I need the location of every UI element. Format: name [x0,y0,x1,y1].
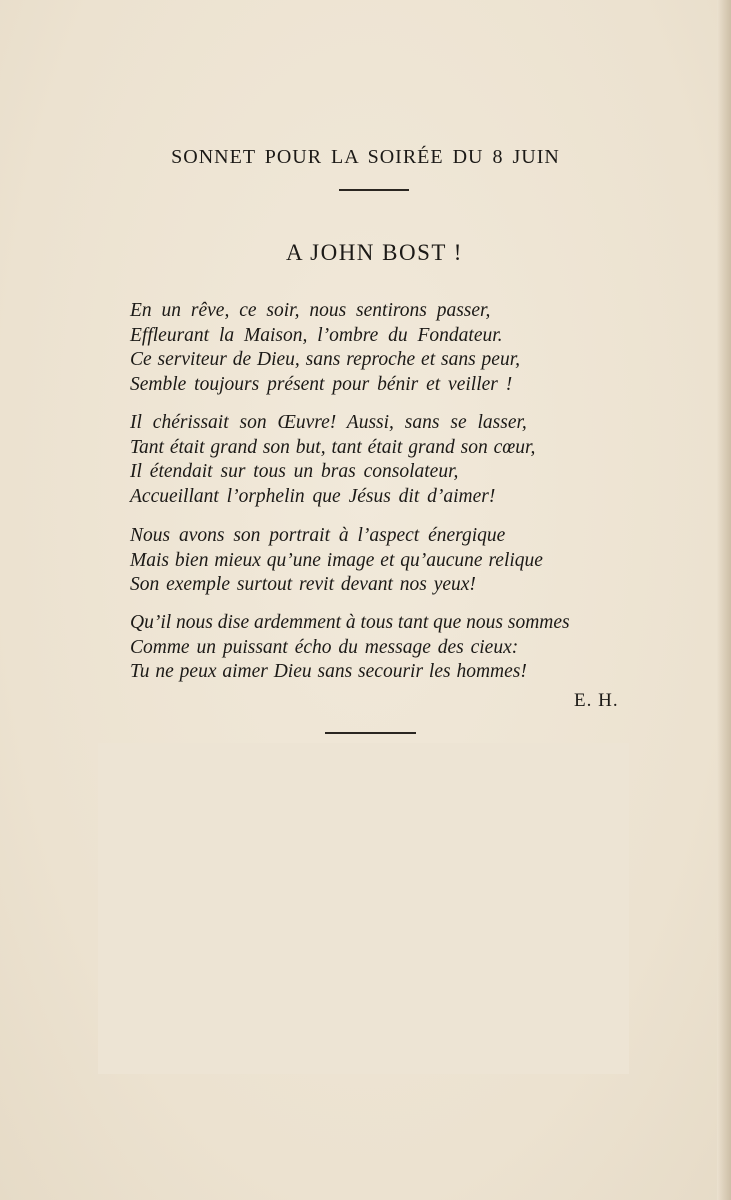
verse-line: En un rêve, ce soir, nous sentirons passer, [130,300,491,321]
stanza-3 [130,524,630,598]
stanza-2 [130,411,630,509]
author-signature: E. H. [574,690,619,711]
verse-line: Il étendait sur tous un bras consolateur, [130,461,459,482]
stanza-1 [130,299,630,397]
verse-line: Comme un puissant écho du message des cieux: [130,636,519,658]
verse-line: Ce serviteur de Dieu, sans reproche et sans peur, [130,349,520,370]
verse-line: Accueillant l’orphelin que Jésus dit d’aimer! [130,485,496,507]
page-edge [717,0,731,1200]
poem-dedication: A JOHN BOST ! [286,240,463,265]
verse-line: Semble toujours présent pour bénir et veiller ! [130,373,513,395]
verse-line: Qu’il nous dise ardemment à tous tant que nous sommes [130,612,570,633]
blank-page-area [98,743,629,1074]
verse-line: Mais bien mieux qu’une image et qu’aucune relique [130,549,543,571]
top-divider-rule [339,189,409,191]
verse-line: Son exemple surtout revit devant nos yeux! [130,574,476,595]
verse-line: Nous avons son portrait à l’aspect énergique [130,525,506,546]
bottom-divider-rule [325,732,416,734]
verse-line: Tu ne peux aimer Dieu sans secourir les hommes! [130,661,527,682]
poem-heading: SONNET POUR LA SOIRÉE DU 8 JUIN [171,146,560,168]
verse-line: Effleurant la Maison, l’ombre du Fondateur. [130,324,503,346]
verse-line: Tant était grand son but, tant était grand son cœur, [130,436,536,458]
stanza-4 [130,611,630,685]
verse-line: Il chérissait son Œuvre! Aussi, sans se lasser, [130,412,527,433]
